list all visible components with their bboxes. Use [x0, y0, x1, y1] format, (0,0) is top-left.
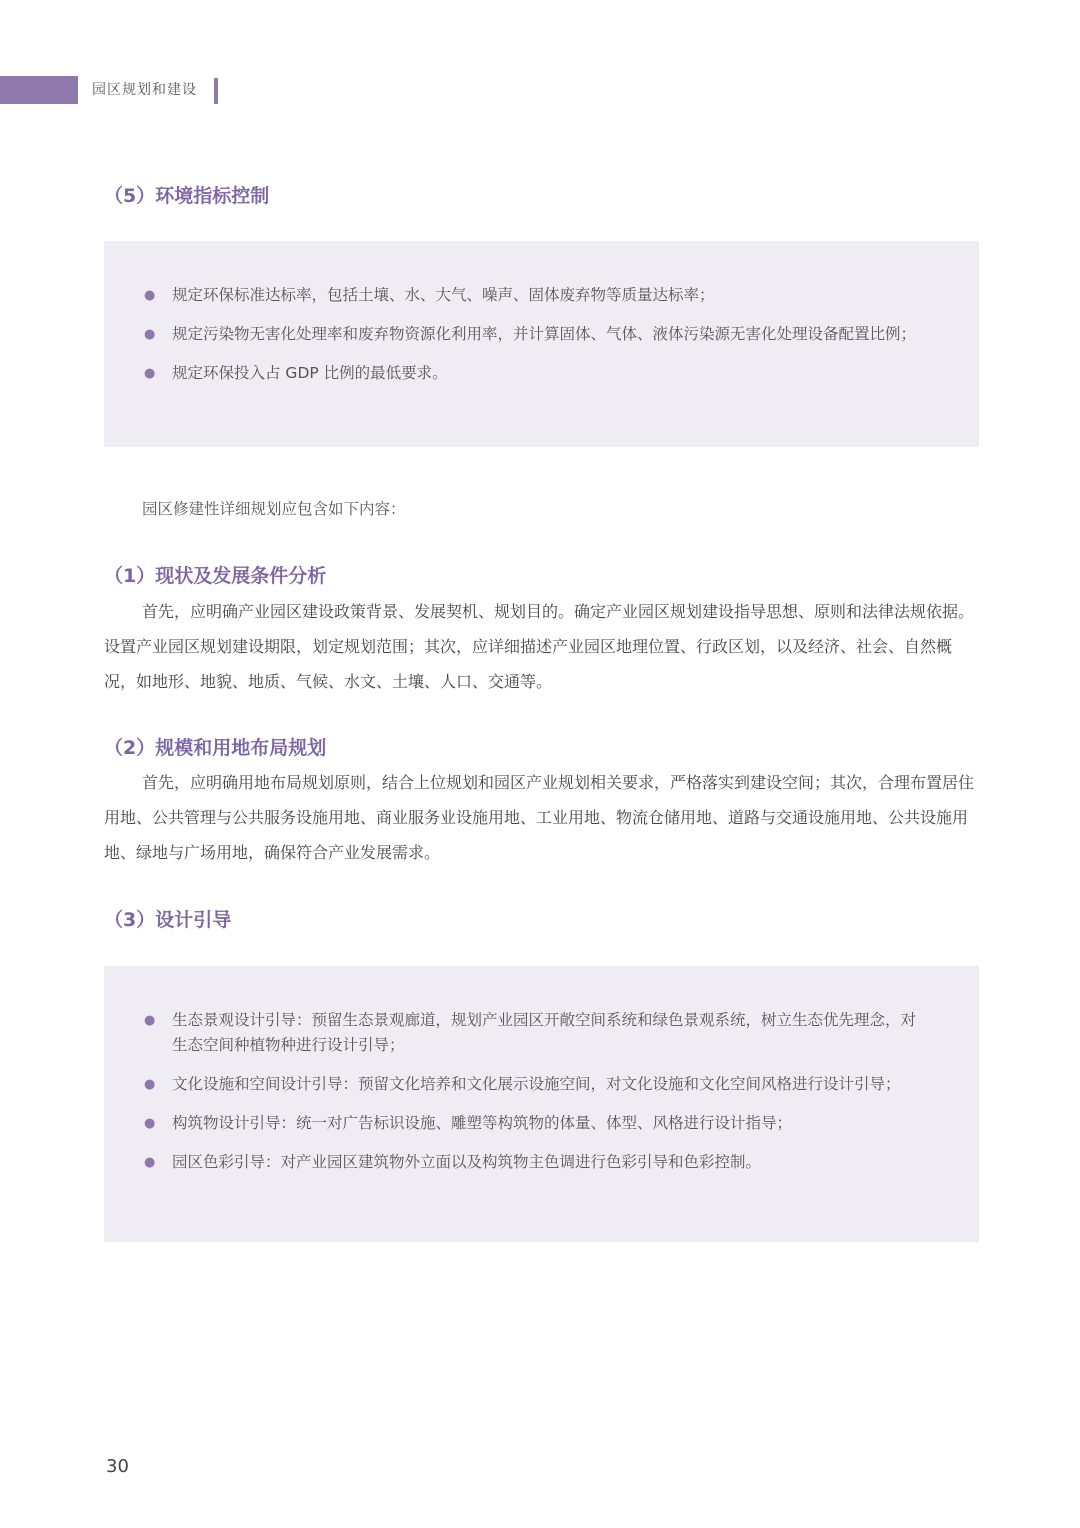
bullet-icon: ●: [144, 1013, 156, 1028]
section3-heading: （3）设计引导: [104, 909, 232, 931]
bullet-icon: ●: [144, 366, 156, 381]
bullet-icon: ●: [144, 327, 156, 342]
section1-heading: （1）现状及发展条件分析: [104, 565, 327, 587]
section5-list: [142, 283, 931, 386]
list-item: ● 园区色彩引导：对产业园区建筑物外立面以及构筑物主色调进行色彩引导和色彩控制。: [142, 1150, 931, 1175]
header-divider: [214, 78, 218, 104]
section5-box: [104, 241, 979, 447]
section2-paragraph: 首先，应明确用地布局规划原则，结合上位规划和园区产业规划相关要求，严格落实到建设空间；其次，合理布置居住用地、公共管理与公共服务设施用地、商业服务业设施用地、工业用地、物流仓储用地、道路与交通设施用地、公共设施用地、绿地与广场用地，确保符合产业发展需求。: [104, 773, 975, 862]
section5-heading: （5）环境指标控制: [104, 185, 270, 207]
section2-heading: （2）规模和用地布局规划: [104, 737, 327, 759]
bullet-icon: ●: [144, 288, 156, 303]
page-number: 30: [106, 1456, 129, 1477]
list-item: ● 生态景观设计引导：预留生态景观廊道，规划产业园区开敞空间系统和绿色景观系统，树立生态优先理念，对生态空间种植物种进行设计引导；: [142, 1008, 931, 1058]
bullet-icon: ●: [144, 1116, 156, 1131]
bullet-icon: ●: [144, 1077, 156, 1092]
header-accent-bar: [0, 76, 78, 104]
list-item: ● 规定环保投入占 GDP 比例的最低要求。: [142, 361, 931, 386]
list-item: ● 规定污染物无害化处理率和废弃物资源化利用率，并计算固体、气体、液体污染源无害化处理设备配置比例；: [142, 322, 931, 347]
list-item: ● 文化设施和空间设计引导：预留文化培养和文化展示设施空间，对文化设施和文化空间风格进行设计引导；: [142, 1072, 931, 1097]
section1-paragraph: 首先，应明确产业园区建设政策背景、发展契机、规划目的。确定产业园区规划建设指导思想、原则和法律法规依据。设置产业园区规划建设期限，划定规划范围；其次，应详细描述产业园区地理位置、行政区划，以及经济、社会、自然概况，如地形、地貌、地质、气候、水文、土壤、人口、交通等。: [104, 602, 975, 691]
intro-text: 园区修建性详细规划应包含如下内容：: [142, 500, 406, 518]
running-header-title: 园区规划和建设: [92, 82, 197, 98]
bullet-icon: ●: [144, 1155, 156, 1170]
list-item: ● 构筑物设计引导：统一对广告标识设施、雕塑等构筑物的体量、体型、风格进行设计指导；: [142, 1111, 931, 1136]
list-item: ● 规定环保标准达标率，包括土壤、水、大气、噪声、固体废弃物等质量达标率；: [142, 283, 931, 308]
section3-box: [104, 966, 979, 1242]
section3-list: [142, 1008, 931, 1175]
